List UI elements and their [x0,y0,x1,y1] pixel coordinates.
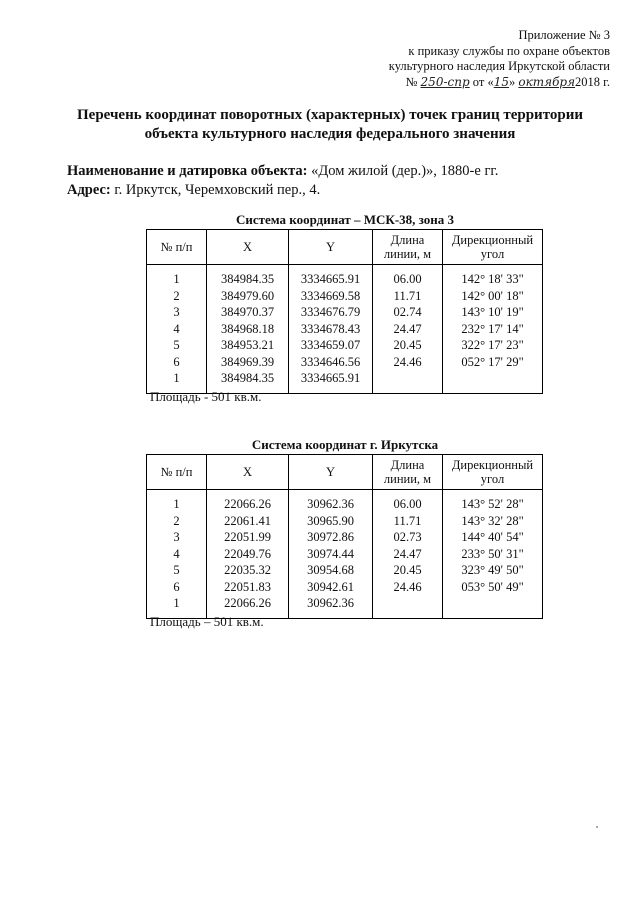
points-column [147,265,207,394]
coordinates-table-irkutsk [146,454,543,619]
table-body-row [147,265,543,394]
cell-value: 323° 49' 50" [461,563,524,577]
cell-value: 1 [173,596,180,610]
appendix-line-1: Приложение № 3 [518,28,610,42]
cell-value: 384984.35 [220,371,275,385]
cell-value: 142° 18' 33" [461,272,524,286]
cell-value: 30974.44 [307,546,354,561]
y-column [289,265,373,394]
cell-value: 30962.36 [307,497,354,511]
cell-value: 053° 50' 49" [461,579,524,594]
cell-value: 1 [173,497,180,511]
cell-value: 30962.36 [307,596,354,610]
header-length-line-1: Длина [390,233,425,247]
cell-value: 24.46 [393,354,422,369]
header-num: № п/п [147,455,207,490]
header-x: X [207,455,289,490]
angle-column [443,265,543,394]
cell-value: 384953.21 [220,338,275,352]
cell-value: 22066.26 [224,596,271,610]
cell-value: 384984.35 [220,272,275,286]
appendix-line-3: культурного наследия Иркутской области [388,59,610,73]
object-address-value: г. Иркутск, Черемховский пер., 4. [114,182,321,198]
order-number-handwritten: 250-спр [420,74,470,89]
area-label-2: Площадь – 501 кв.м. [150,614,264,629]
cell-value: 02.73 [393,530,422,544]
table-body-row [147,490,543,619]
cell-value: 30954.68 [307,563,354,577]
cell-value: 233° 50' 31" [461,546,524,561]
object-address-line [67,181,498,200]
cell-value: 20.45 [393,563,422,577]
header-angle-line-2: угол [480,472,505,486]
header-angle-line-2: угол [480,247,505,261]
cell-value: 3334659.07 [300,338,361,352]
cell-value: 20.45 [393,338,422,352]
length-column [373,265,443,394]
cell-value: 052° 17' 29" [461,354,524,369]
cell-value: 384969.39 [220,354,275,369]
cell-value: 11.71 [393,288,422,303]
header-length-line-1: Длина [390,458,425,472]
cell-value: 06.00 [393,497,422,511]
cell-value: 24.46 [393,579,422,594]
from-text: от « [472,74,494,89]
cell-value: 2 [173,513,180,528]
cell-value: 384968.18 [220,321,275,336]
coord-system-title-2: Система координат г. Иркутска [251,437,439,452]
cell-value: 22051.99 [224,530,271,544]
cell-value: 22051.83 [224,579,271,594]
cell-value: 322° 17' 23" [461,338,524,352]
quote-close: » [508,74,516,89]
order-number-line [389,75,610,91]
length-column [373,490,443,619]
cell-value: 384979.60 [220,288,275,303]
header-angle-line-1: Дирекционный [451,458,534,472]
cell-value: 3334676.79 [300,305,361,319]
cell-value: 30965.90 [307,513,354,528]
cell-value: 24.47 [393,546,422,561]
table-header-row [147,455,543,490]
scan-speck [596,826,598,828]
appendix-line-2: к приказу службы по охране объектов [408,43,610,58]
cell-value: 3334669.58 [300,288,361,303]
cell-value: 1 [173,371,180,385]
cell-value: 143° 10' 19" [461,305,524,319]
header-length [373,230,443,265]
cell-value: 3334646.56 [300,354,361,369]
x-column [207,490,289,619]
cell-value: 4 [173,546,180,561]
appendix-header [389,28,610,90]
cell-value: 02.74 [393,305,422,319]
header-y: Y [289,230,373,265]
cell-value: 5 [173,563,180,577]
cell-value: 24.47 [393,321,422,336]
cell-value: 384970.37 [220,305,275,319]
coord-system-title-1: Система координат – МСК-38, зона 3 [235,212,455,227]
document-title [60,106,600,144]
cell-value: 143° 32' 28" [461,513,524,528]
order-month-handwritten: октября [518,74,576,89]
cell-value: 3334678.43 [300,321,361,336]
cell-value: 3334665.91 [300,371,361,385]
header-length-line-2: линии, м [383,247,432,261]
header-angle-line-1: Дирекционный [451,233,534,247]
header-num: № п/п [147,230,207,265]
number-prefix: № [405,74,418,89]
header-x: X [207,230,289,265]
title-line-1: Перечень координат поворотных (характерных) точек границ территории [77,107,583,123]
title-line-2: объекта культурного наследия федерального значения [144,126,516,142]
order-year: 2018 г. [575,74,610,89]
cell-value: 3334665.91 [300,272,361,286]
cell-value: 3 [173,530,180,544]
object-info [67,162,498,200]
x-column [207,265,289,394]
y-column [289,490,373,619]
cell-value: 22035.32 [224,563,271,577]
header-angle [443,230,543,265]
cell-value: 4 [173,321,180,336]
object-name-line [67,162,498,181]
angle-column [443,490,543,619]
cell-value: 30972.86 [307,530,354,544]
cell-value: 22061.41 [224,513,271,528]
cell-value: 232° 17' 14" [461,321,524,336]
object-name-value: «Дом жилой (дер.)», 1880-е гг. [311,163,499,179]
object-name-label: Наименование и датировка объекта: [67,163,308,179]
header-angle [443,455,543,490]
cell-value: 22066.26 [224,497,271,511]
area-label-1: Площадь - 501 кв.м. [150,389,262,404]
cell-value: 144° 40' 54" [461,530,524,544]
cell-value: 2 [173,288,180,303]
order-day-handwritten: 15 [493,74,509,89]
cell-value: 5 [173,338,180,352]
cell-value: 30942.61 [307,579,354,594]
cell-value: 11.71 [393,513,422,528]
points-column [147,490,207,619]
cell-value: 1 [173,272,180,286]
coordinates-table-msk38 [146,229,543,394]
table-header-row [147,230,543,265]
cell-value: 142° 00' 18" [461,288,524,303]
cell-value: 3 [173,305,180,319]
cell-value: 6 [173,579,180,594]
object-address-label: Адрес: [67,182,111,198]
cell-value: 6 [173,354,180,369]
cell-value: 143° 52' 28" [461,497,524,511]
cell-value: 22049.76 [224,546,271,561]
header-y: Y [289,455,373,490]
header-length [373,455,443,490]
cell-value: 06.00 [393,272,422,286]
header-length-line-2: линии, м [383,472,432,486]
